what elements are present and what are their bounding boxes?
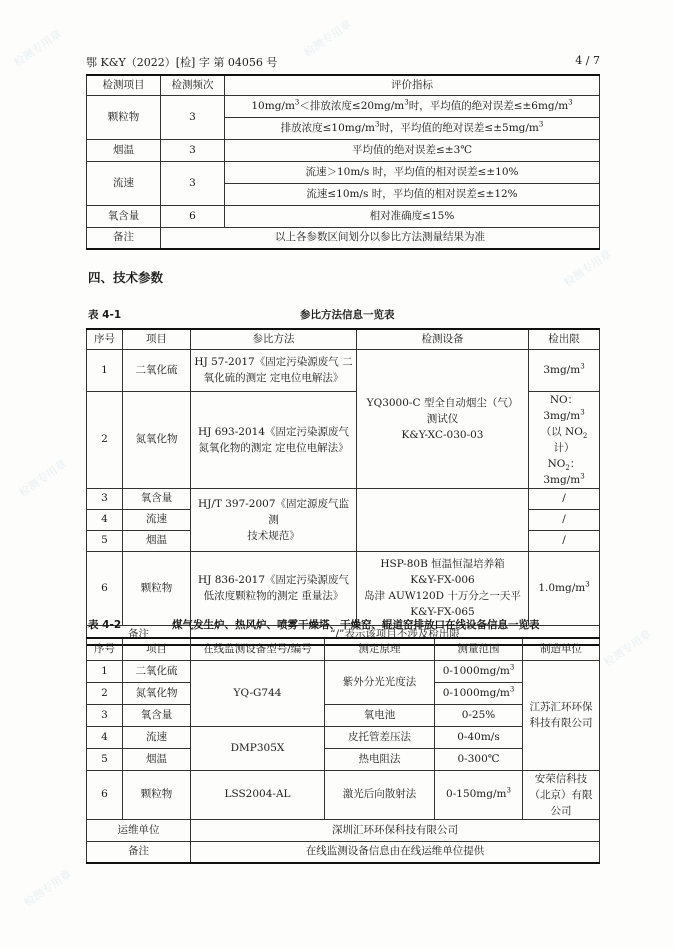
limit-cell: / [529,509,600,530]
header-cell: 检测项目 [87,75,161,95]
range-cell: 0-300℃ [435,748,523,770]
limit-cell: $1.0mg/m^3$ [529,551,600,625]
watermark: 检测专用章 [561,247,615,290]
remark-text: 在线监测设备信息由在线运维单位提供 [191,841,600,863]
criteria-cell: 流速≤10m/s 时，平均值的相对误差≤±12% [225,183,600,205]
header-cell: 检测设备 [357,329,529,349]
header-cell: 制造单位 [523,638,600,660]
reference-method-table [86,328,600,646]
criteria-cell: 流速＞10m/s 时，平均值的相对误差≤±10% [225,161,600,183]
limit-cell: / [529,488,600,509]
operator-text: 深圳汇环环保科技有限公司 [191,819,600,841]
watermark: 检测专用章 [21,867,75,910]
header-cell: 参比方法 [191,329,357,349]
watermark: 检测专用章 [16,457,70,500]
page-number: 4 / 7 [575,54,600,67]
row-number: 2 [87,391,123,488]
row-number: 3 [87,488,123,509]
item-cell: 流速 [87,161,161,205]
header-cell: 测量范围 [435,638,523,660]
item-cell: 流速 [123,726,191,748]
header-cell: 序号 [87,329,123,349]
freq-cell: 3 [161,139,225,161]
device-cell [357,488,529,551]
remark-text: 以上各参数区间划分以参比方法测量结果为准 [161,227,600,249]
item-cell: 氧含量 [87,205,161,227]
row-number: 3 [87,704,123,726]
item-cell: 氧含量 [123,704,191,726]
section-title: 四、技术参数 [88,270,164,285]
principle-cell: 热电阻法 [325,748,435,770]
table-title: 参比方法信息一览表 [300,309,395,321]
device-cell: YQ3000-C 型全自动烟尘（气） 测试仪 K&Y-XC-030-03 [357,349,529,488]
row-number: 6 [87,551,123,625]
item-cell: 流速 [123,509,191,530]
criteria-cell: $10mg/m^3<$排放浓度$\le 20mg/m^3$时，平均值的绝对误差$\le\pm 6mg/m^3$ [225,95,600,117]
limit-cell: / [529,530,600,551]
row-number: 1 [87,660,123,682]
remark-label: 备注 [87,227,161,249]
freq-cell: 3 [161,95,225,139]
row-number: 4 [87,726,123,748]
item-cell: 氮氧化物 [123,391,191,488]
range-cell: $0-1000mg/m^3$ [435,660,523,682]
watermark: 检测专用章 [11,27,65,70]
principle-cell: 皮托管差压法 [325,726,435,748]
row-number: 6 [87,770,123,819]
row-number: 1 [87,349,123,391]
method-cell: HJ 57-2017《固定污染源废气 二 氧化硫的测定 定电位电解法》 [191,349,357,391]
item-cell: 烟温 [123,530,191,551]
item-cell: 烟温 [123,748,191,770]
criteria-cell: 排放浓度$\le 10mg/m^3$时，平均值的绝对误差$\le\pm 5mg/m^3$ [225,117,600,139]
remark-label: 备注 [87,841,191,863]
evaluation-criteria-table [86,74,600,250]
limit-cell: NO：$3mg/m^3$ （以 $NO_2$ 计） $NO_2$：$3mg/m^3$ [529,391,600,488]
principle-cell: 氧电池 [325,704,435,726]
range-cell: 0-25% [435,704,523,726]
header-cell: 测定原理 [325,638,435,660]
principle-cell: 紫外分光光度法 [325,660,435,704]
row-number: 5 [87,748,123,770]
remark-text: “/”表示该项目不涉及检出限 [191,625,600,645]
method-cell: HJ 693-2014《固定污染源废气 氮氧化物的测定 定电位电解法》 [191,391,357,488]
watermark: 检测专用章 [301,17,355,60]
watermark: 检测专用章 [601,627,655,670]
item-cell: 氧含量 [123,488,191,509]
limit-cell: $3mg/m^3$ [529,349,600,391]
report-number: 鄂 K&Y（2022）[检] 字 第 04056 号 [86,56,278,69]
freq-cell: 3 [161,161,225,205]
row-number: 2 [87,682,123,704]
model-cell: LSS2004-AL [191,770,325,819]
row-number: 4 [87,509,123,530]
method-cell: HJ/T 397-2007《固定源废气监测 技术规范》 [191,488,357,551]
range-cell: $0-1000mg/m^3$ [435,682,523,704]
model-cell: DMP305X [191,726,325,770]
item-cell: 颗粒物 [87,95,161,139]
online-equipment-table [86,637,600,864]
page-header [86,52,600,70]
freq-cell: 6 [161,205,225,227]
header-cell: 评价指标 [225,75,600,95]
principle-cell: 激光后向散射法 [325,770,435,819]
maker-cell: 安荣信科技 （北京）有限公司 [523,770,600,819]
maker-cell: 江苏汇环环保 科技有限公司 [523,660,600,770]
item-cell: 二氧化硫 [123,660,191,682]
table-title: 煤气发生炉、热风炉、喷雾干燥塔、干燥窑、辊道窑排放口在线设备信息一览表 [172,619,540,631]
header-cell: 序号 [87,638,123,660]
range-cell: 0-40m/s [435,726,523,748]
header-cell: 在线监测设备型号/编号 [191,638,325,660]
range-cell: $0-150mg/m^3$ [435,770,523,819]
item-cell: 烟温 [87,139,161,161]
device-cell: HSP-80B 恒温恒湿培养箱 K&Y-FX-006 岛津 AUW120D 十万分之一天平 K&Y-FX-065 [357,551,529,625]
remark-label: 备注 [87,625,191,645]
criteria-cell: 平均值的绝对误差≤±3℃ [225,139,600,161]
item-cell: 氮氧化物 [123,682,191,704]
item-cell: 二氧化硫 [123,349,191,391]
model-cell: YQ-G744 [191,660,325,726]
item-cell: 颗粒物 [123,770,191,819]
item-cell: 颗粒物 [123,551,191,625]
criteria-cell: 相对准确度≤15% [225,205,600,227]
operator-label: 运维单位 [87,819,191,841]
method-cell: HJ 836-2017《固定污染源废气 低浓度颗粒物的测定 重量法》 [191,551,357,625]
header-cell: 项目 [123,329,191,349]
header-cell: 检出限 [529,329,600,349]
header-cell: 检测频次 [161,75,225,95]
header-cell: 项目 [123,638,191,660]
row-number: 5 [87,530,123,551]
table-label: 表 4-2 [88,619,122,631]
table-label: 表 4-1 [88,309,122,321]
